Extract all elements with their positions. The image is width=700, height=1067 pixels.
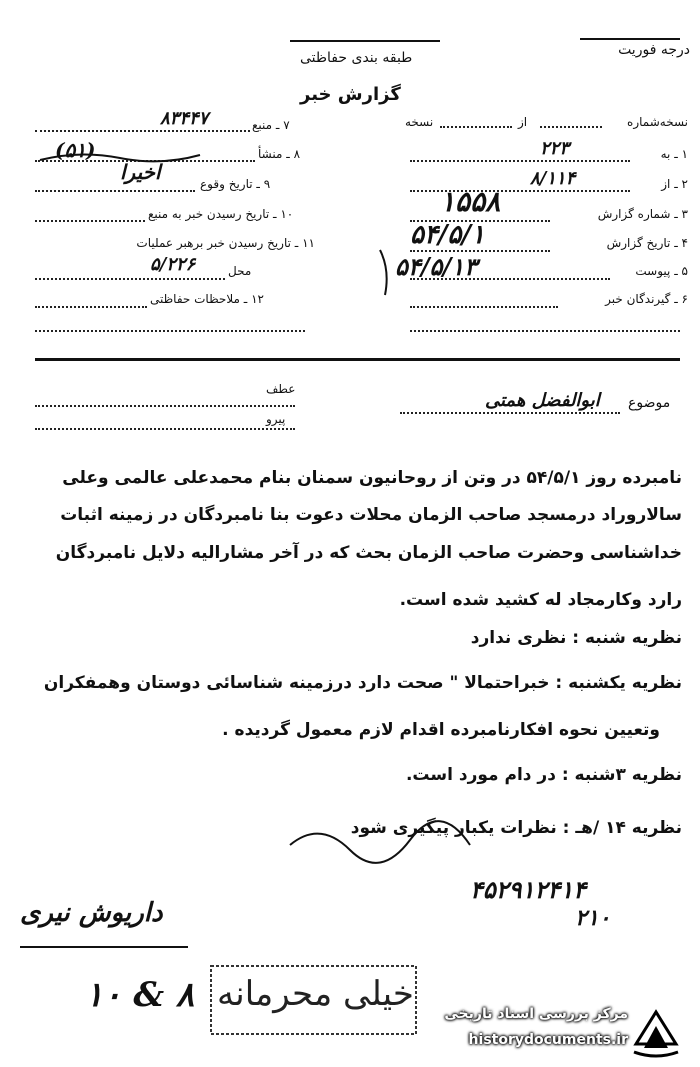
classification-stamp xyxy=(205,960,420,1040)
field-protective-notes-label: ۱۲ ـ ملاحظات حفاظتی xyxy=(150,292,264,306)
header-separator xyxy=(35,358,680,361)
field-occurrence-date-label: ۹ ـ تاریخ وقوع xyxy=(200,177,271,191)
field-operations-received-label: ۱۱ ـ تاریخ رسیدن خبر برهبر عملیات xyxy=(136,236,315,250)
field-origin-label: ۸ ـ منشأ xyxy=(258,147,301,161)
subject-value: ابوالفضل همتی xyxy=(485,390,600,411)
report-line: خداشناسی وحضرت صاحب الزمان بحث که در آخر مشارالیه دلایل نامبردگان xyxy=(55,543,682,563)
watermark-line-1: مرکز بررسی اسناد تاریخی xyxy=(444,1006,628,1022)
classification-label: طبقه بندی حفاظتی xyxy=(300,50,413,66)
report-line: وتعیین نحوه افکارنامبرده اقدام لازم معمول گردیده . xyxy=(222,720,660,740)
report-line: نظریه ۳شنبه : در دام مورد است. xyxy=(405,765,682,785)
field-attachment-value: ۵۴/۵/۱۳ xyxy=(395,252,477,281)
subject-label: موضوع xyxy=(628,395,671,411)
handwritten-number-2: ۲۱۰ xyxy=(575,905,611,931)
field-report-number-value: ۱۵۵۸ xyxy=(440,185,501,218)
archive-logo-icon xyxy=(630,1004,682,1060)
signature-underline xyxy=(20,946,188,948)
signature-note: داریوش نیری xyxy=(20,898,163,928)
field-report-date-value: ۵۴/۵/۱ xyxy=(410,220,485,250)
page-number: ۱۰ & ۸ xyxy=(85,975,195,1015)
prior-reference-label: پیرو xyxy=(266,412,286,426)
field-to-value: ۲۲۳ xyxy=(540,138,570,159)
stamp-text: خیلی محرمانه xyxy=(217,974,414,1014)
document-title: گزارش خبر xyxy=(300,84,401,105)
field-recipients-label: ۶ ـ گیرندگان خبر xyxy=(605,292,688,306)
field-attachment-label: ۵ ـ پیوست xyxy=(635,264,688,278)
field-place-label: محل xyxy=(228,264,252,278)
field-report-number-label: ۳ ـ شماره گزارش xyxy=(597,207,688,221)
report-line: نظریه شنبه : نظری ندارد xyxy=(470,628,682,648)
copy-label: نسخه xyxy=(405,115,434,129)
copy-from-label: از xyxy=(518,115,528,129)
field-occurrence-date-value: اخیرا xyxy=(120,160,161,184)
field-report-date-label: ۴ ـ تاریخ گزارش xyxy=(606,236,688,250)
urgency-underline xyxy=(580,38,680,40)
watermark xyxy=(420,1002,690,1062)
report-line: نظریه یکشنبه : خبراحتمالا " صحت دارد درزمینه شناسائی دوستان وهمفکران xyxy=(43,673,682,693)
field-from-value: ۸/۱۱۴ xyxy=(530,168,576,189)
report-line: سالاروراد درمسجد صاحب الزمان محلات دعوت بنا نامبردگان در زمینه اثبات xyxy=(60,505,682,525)
report-line: نظریه ۱۴ /هـ : نظرات یکبار پیگیری شود xyxy=(350,818,682,838)
field-from-label: ۲ ـ از xyxy=(661,177,688,191)
copy-number-label: نسخه‌شماره xyxy=(627,115,688,129)
field-to-label: ۱ ـ به xyxy=(660,147,688,161)
field-source-label: ۷ ـ منبع xyxy=(252,118,290,132)
field-source-received-label: ۱۰ ـ تاریخ رسیدن خبر به منبع xyxy=(148,207,294,221)
classification-overline xyxy=(290,40,440,42)
watermark-line-2: historydocuments.ir xyxy=(468,1032,628,1048)
field-operations-received-value: ۵/۲۲۶ xyxy=(150,254,196,275)
urgency-label: درجه فوریت xyxy=(618,42,690,58)
reference-label: عطف xyxy=(266,382,296,396)
report-line: رارد وکارمجاد له کشید شده است. xyxy=(399,590,682,610)
field-origin-value: (۵۱) xyxy=(55,138,96,162)
field-source-value: ۸۳۴۴۷ xyxy=(160,108,209,129)
handwritten-number-1: ۴۵۲۹۱۲۴۱۴ xyxy=(470,875,587,904)
report-line: نامبرده روز ۵۴/۵/۱ در وتن از روحانیون سمنان بنام محمدعلی عالمی وعلی xyxy=(62,468,682,488)
